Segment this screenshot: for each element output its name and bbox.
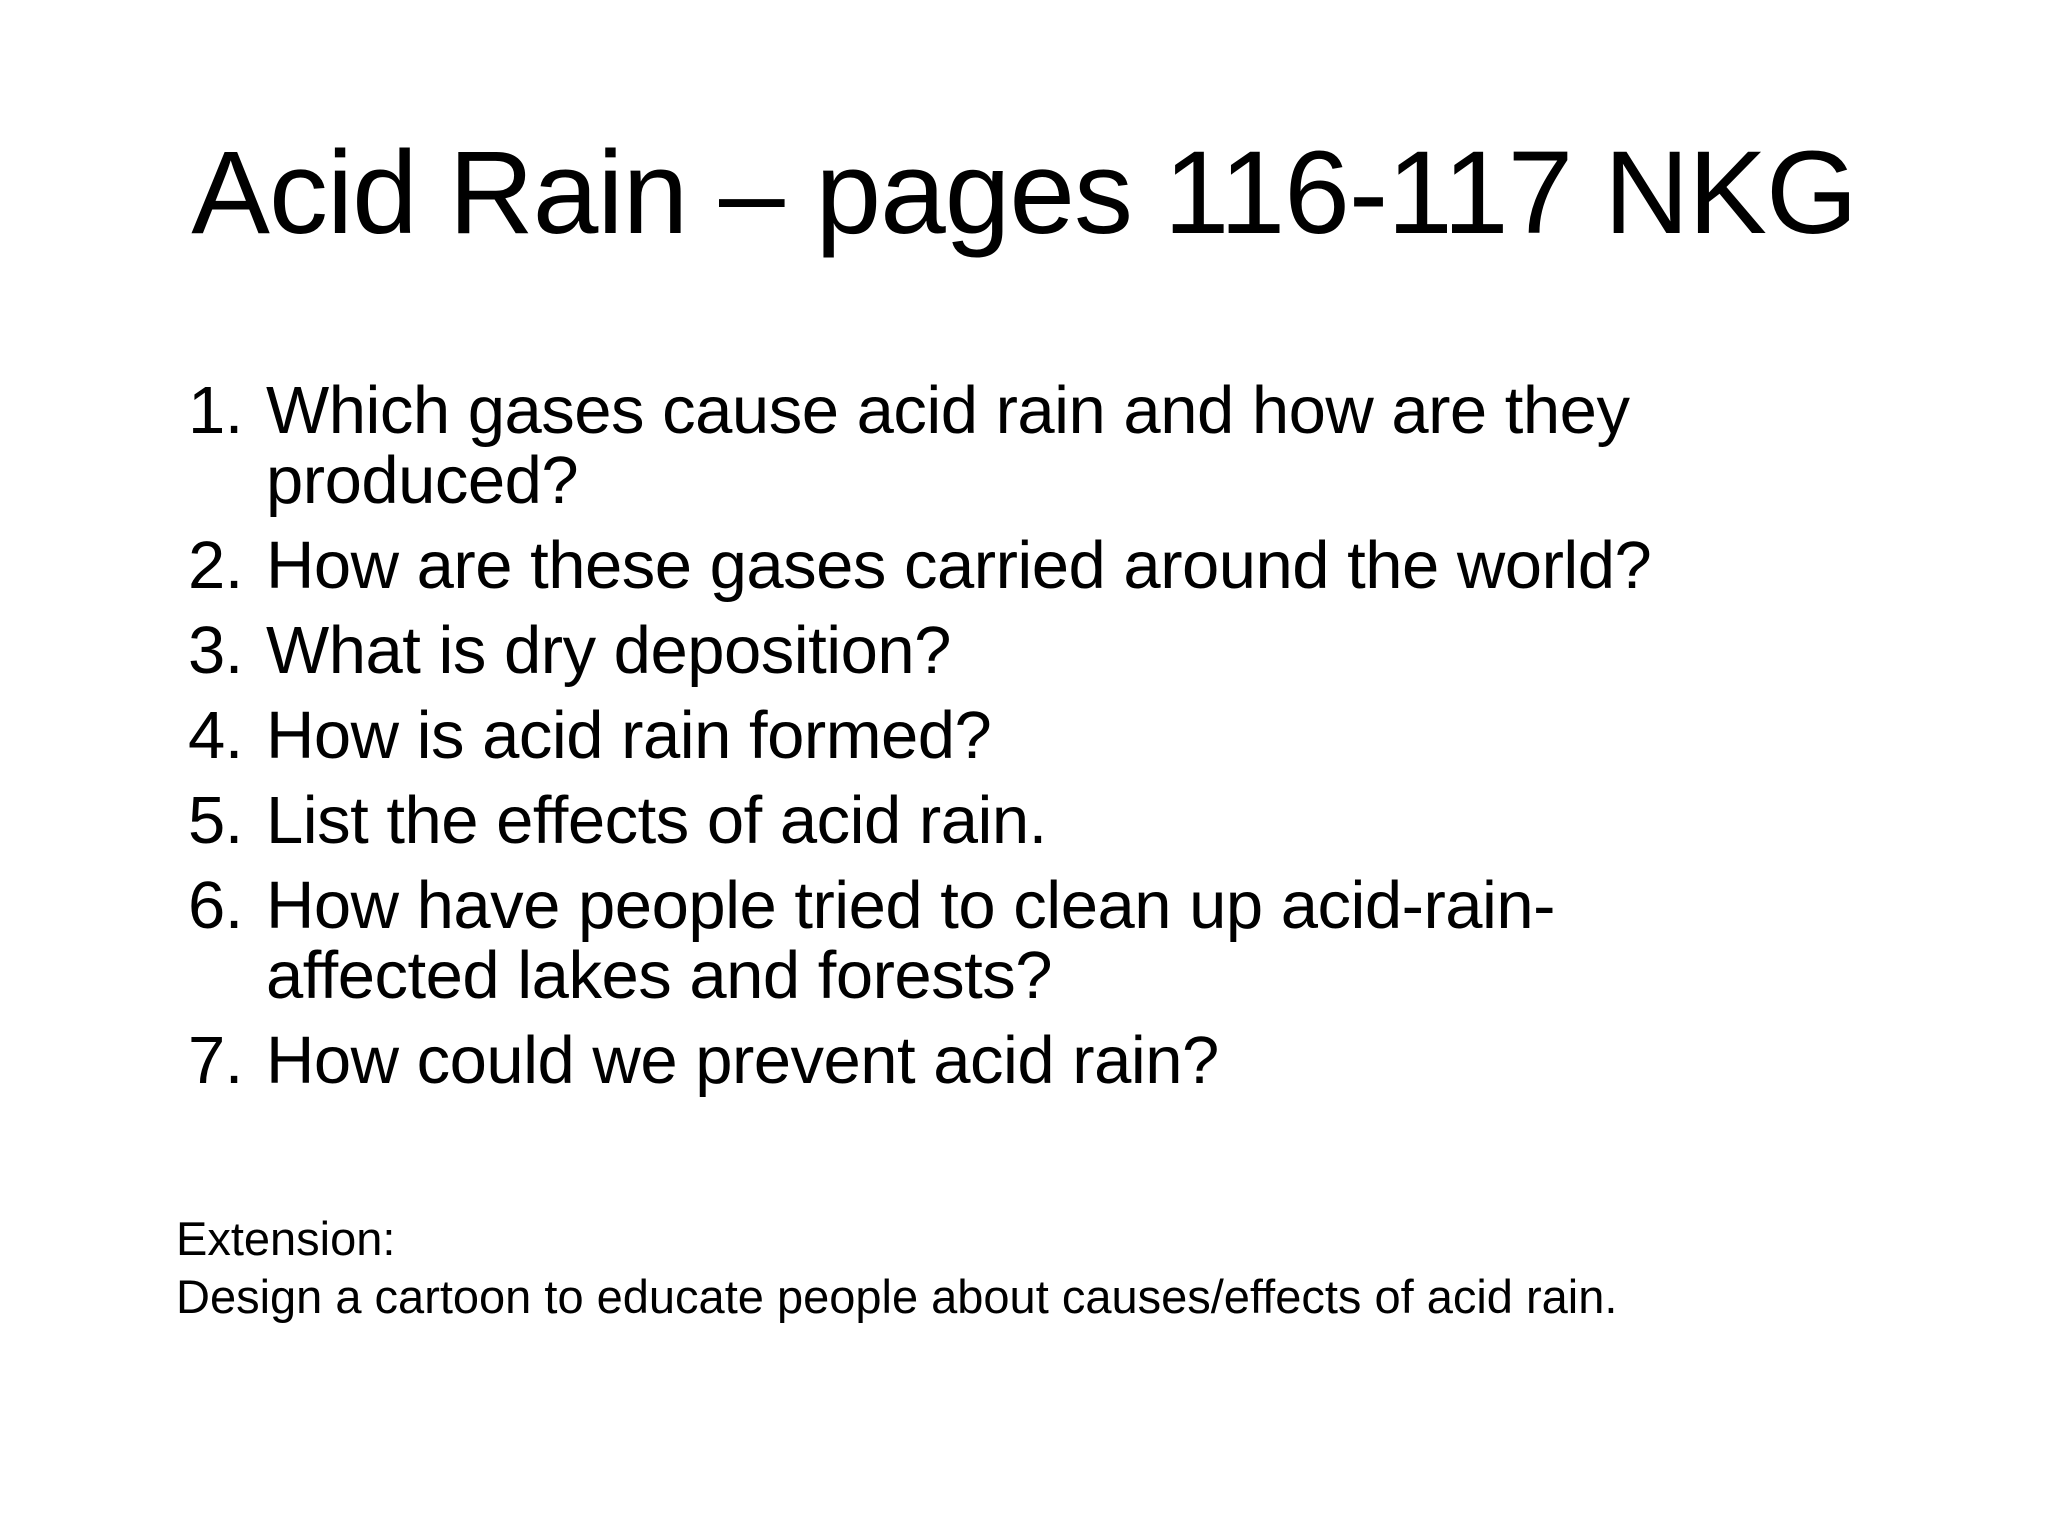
question-list — [188, 373, 1788, 1111]
question-text: How are these gases carried around the world? — [266, 528, 1652, 603]
question-item-4 — [188, 698, 1788, 773]
question-number: 4. — [188, 698, 243, 773]
question-number: 3. — [188, 613, 243, 688]
question-item-3 — [188, 613, 1788, 688]
question-item-6 — [188, 868, 1788, 1013]
question-text: How could we prevent acid rain? — [266, 1023, 1219, 1098]
question-text: How is acid rain formed? — [266, 698, 992, 773]
question-number: 1. — [188, 373, 243, 448]
question-text: List the effects of acid rain. — [266, 783, 1047, 858]
question-number: 5. — [188, 783, 243, 858]
question-item-7 — [188, 1023, 1788, 1098]
question-number: 7. — [188, 1023, 243, 1098]
extension-text: Design a cartoon to educate people about causes/effects of acid rain. — [176, 1270, 1618, 1323]
question-text: What is dry deposition? — [266, 613, 951, 688]
extension-block — [176, 1210, 1976, 1326]
question-item-5 — [188, 783, 1788, 858]
question-text: Which gases cause acid rain and how are they produced? — [266, 373, 1630, 518]
question-text: How have people tried to clean up acid-rain-affected lakes and forests? — [266, 868, 1555, 1013]
extension-label: Extension: — [176, 1212, 396, 1265]
question-number: 6. — [188, 868, 243, 943]
slide-title: Acid Rain – pages 116-117 NKG — [191, 127, 1857, 259]
question-item-2 — [188, 528, 1788, 603]
question-item-1 — [188, 373, 1788, 518]
question-number: 2. — [188, 528, 243, 603]
